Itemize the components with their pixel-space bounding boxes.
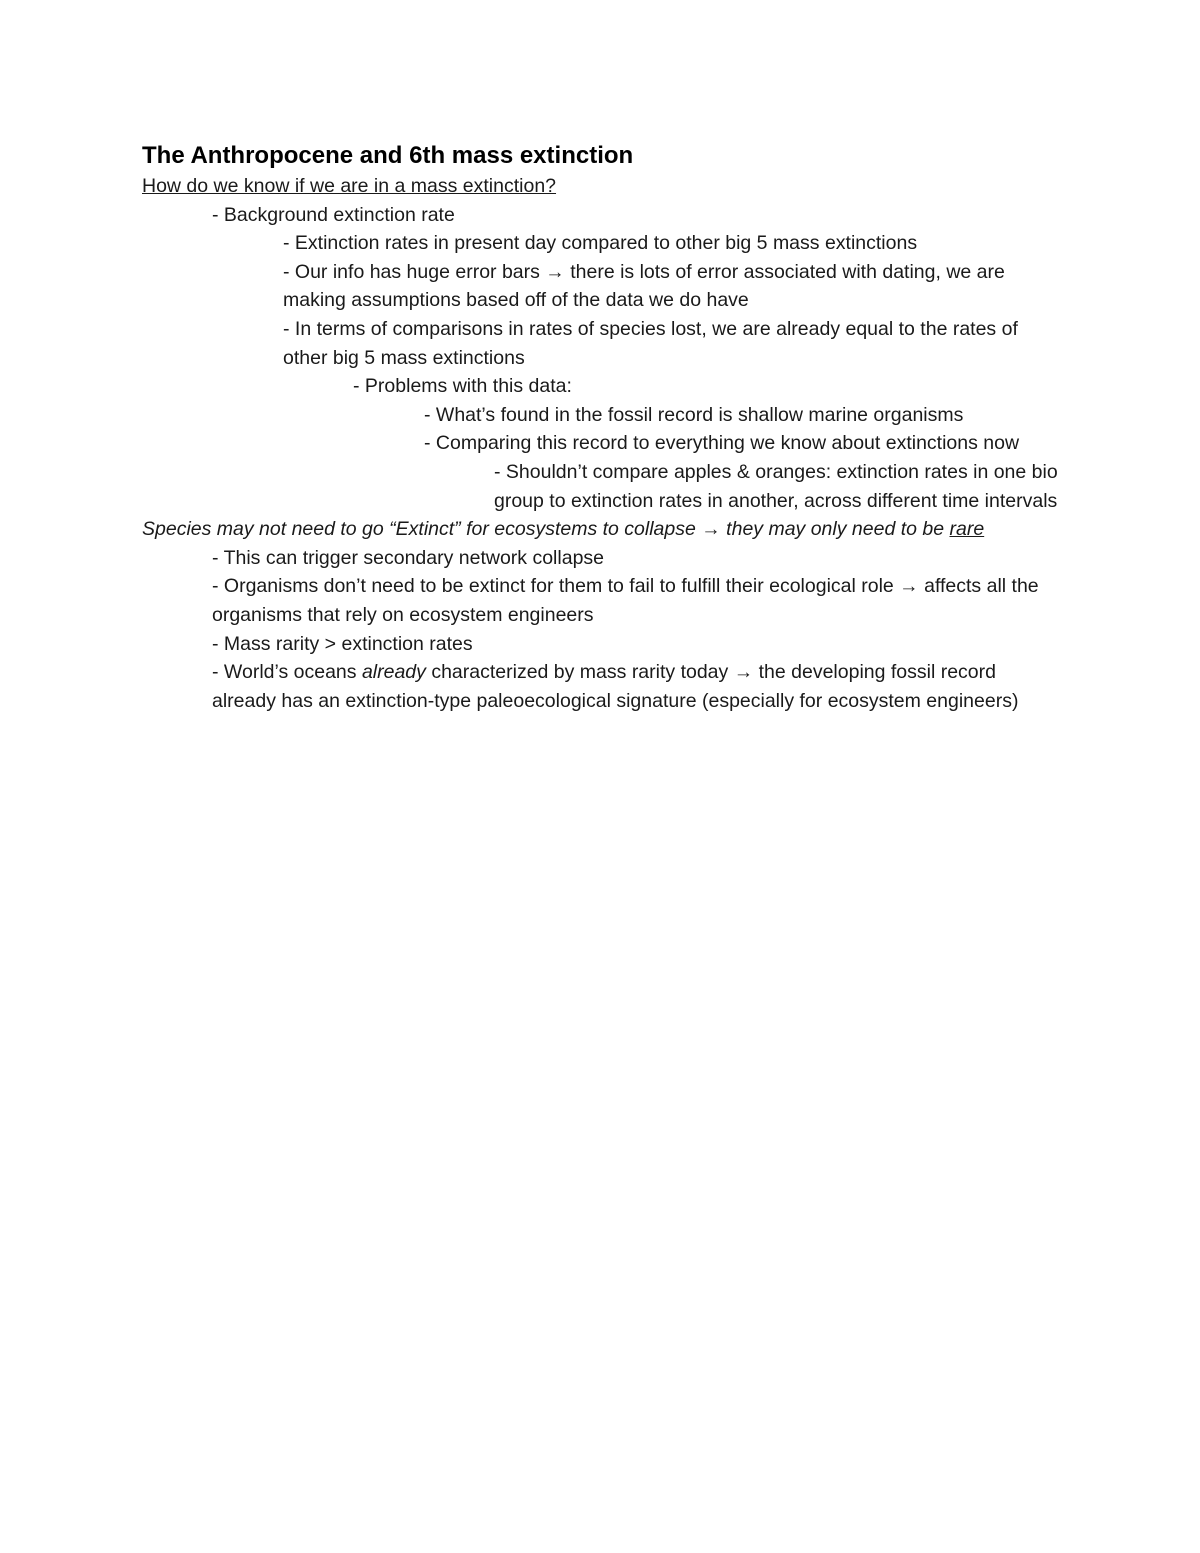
text-run: World’s oceans [223, 661, 362, 684]
document-title: The Anthropocene and 6th mass extinction [142, 142, 634, 169]
section2-list [142, 544, 1062, 716]
list-item [142, 401, 1062, 430]
list-item-text: Comparing this record to everything we know about extinctions now [435, 432, 1020, 455]
dash-bullet: - [212, 203, 219, 226]
dash-bullet: - [494, 460, 501, 483]
document-page [142, 140, 1062, 715]
dash-bullet: - [424, 403, 431, 426]
list-item [142, 458, 1062, 515]
section-question: How do we know if we are in a mass extinction? [142, 175, 557, 197]
list-item-text: Mass rarity > extinction rates [223, 632, 473, 655]
list-item-text: Organisms don’t need to be extinct for them to fail to fulfill their ecological role → affects all the organisms that rely on ecosystem engineers [212, 575, 1039, 626]
list-item [142, 630, 1062, 659]
dash-bullet: - [212, 575, 219, 598]
dash-bullet: - [283, 232, 290, 255]
list-item [142, 572, 1062, 629]
list-item [142, 201, 1062, 230]
dash-bullet: - [283, 260, 290, 283]
dash-bullet: - [212, 632, 219, 655]
list-item-text: Shouldn’t compare apples & oranges: extinction rates in one bio group to extinction rates in another, across different time intervals [494, 460, 1058, 512]
section1-list [142, 201, 1062, 516]
section-subheading [142, 515, 1062, 544]
subheading-text: Species may not need to go “Extinct” for ecosystems to collapse → they may only need to be [142, 518, 950, 541]
dash-bullet: - [212, 661, 219, 684]
text-run: characterized by mass rarity today → the developing fossil record already has an extinction-type paleoecological signature (especially for ecosystem engineers) [212, 661, 1019, 712]
list-item-text: What’s found in the fossil record is shallow marine organisms [435, 403, 964, 426]
list-item [142, 258, 1062, 315]
dash-bullet: - [283, 317, 290, 340]
list-item-text: This can trigger secondary network collapse [223, 546, 605, 569]
list-item [142, 544, 1062, 573]
list-item [142, 372, 1062, 401]
list-item [142, 229, 1062, 258]
list-item-text: Problems with this data: [364, 375, 572, 398]
list-item [142, 429, 1062, 458]
list-item [142, 315, 1062, 372]
list-item-text: Extinction rates in present day compared to other big 5 mass extinctions [294, 232, 918, 255]
list-item-text: Background extinction rate [223, 203, 455, 226]
list-item-text: In terms of comparisons in rates of species lost, we are already equal to the rates of other big 5 mass extinctions [283, 317, 1018, 369]
list-item [142, 658, 1062, 715]
dash-bullet: - [212, 546, 219, 569]
dash-bullet: - [424, 432, 431, 455]
list-item-text [212, 661, 1018, 712]
subheading-underlined: rare [949, 518, 985, 541]
text-run-italic: already [361, 661, 426, 684]
list-item-text: Our info has huge error bars → there is lots of error associated with dating, we are making assumptions based off of the data we do have [283, 260, 1005, 312]
dash-bullet: - [353, 375, 360, 398]
